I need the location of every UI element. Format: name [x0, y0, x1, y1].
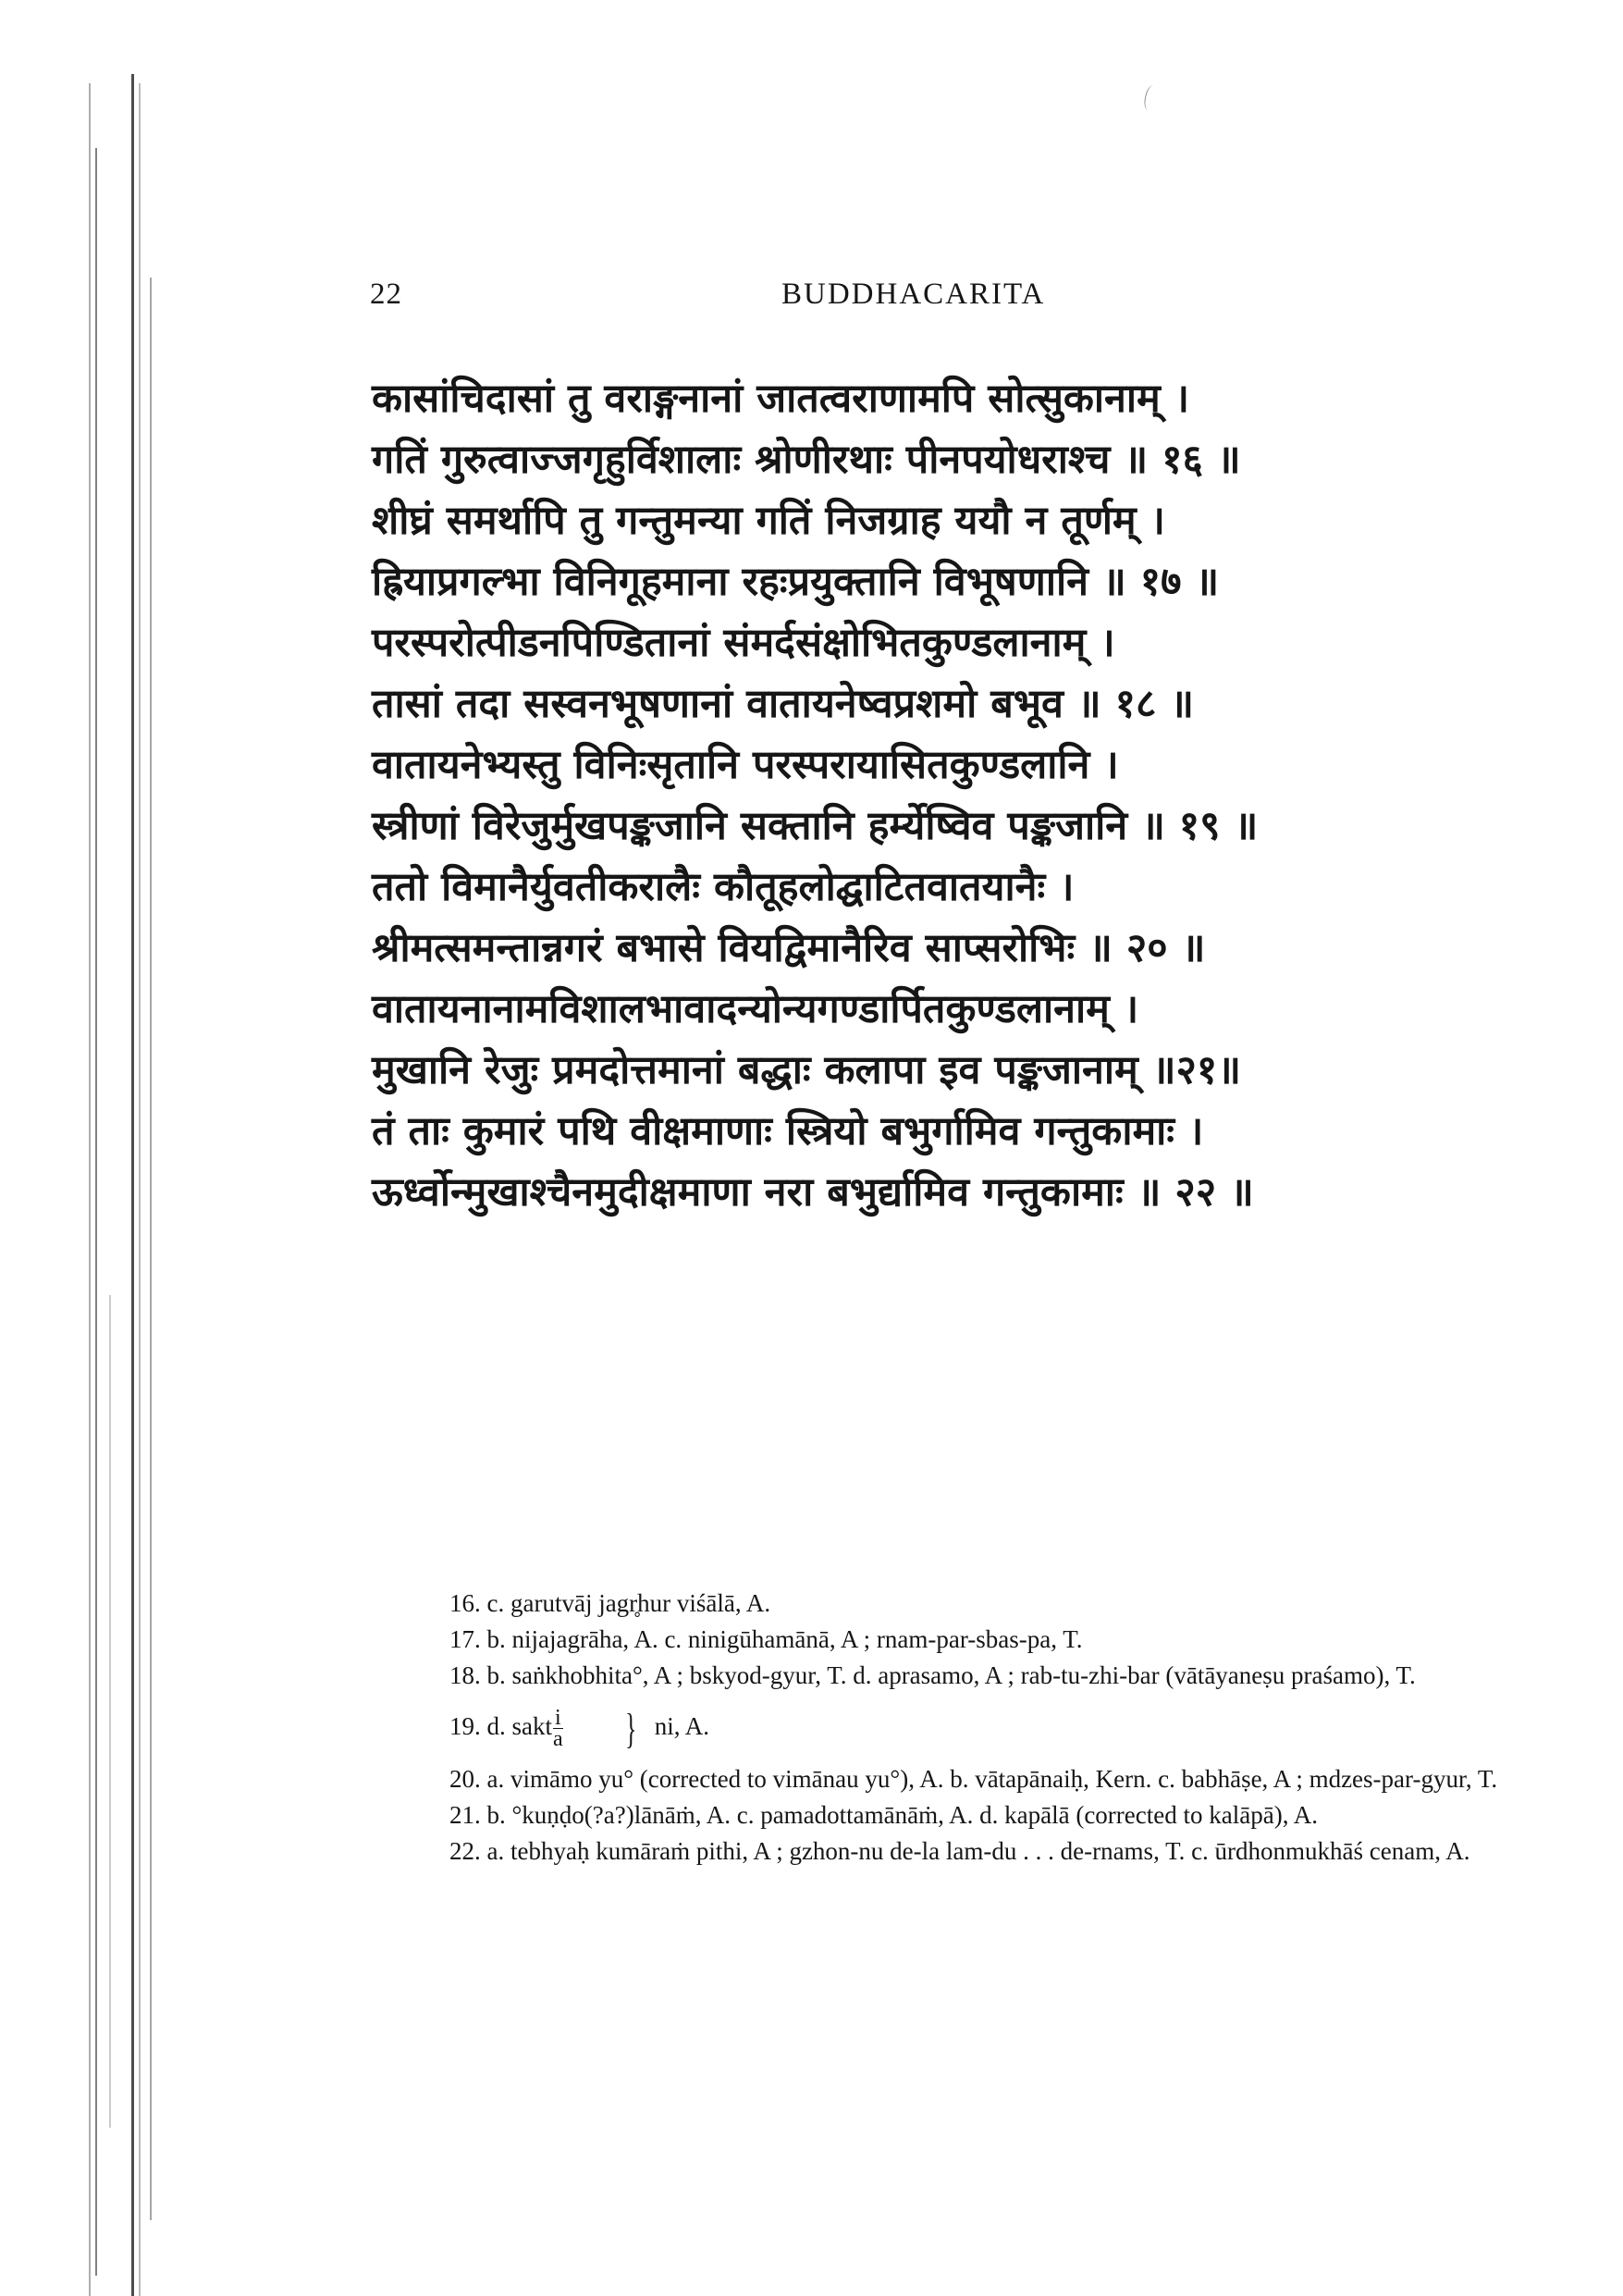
verse-line: कासांचिदासां तु वराङ्गनानां जातत्वराणामपि सोत्सुकानाम् ।	[372, 376, 1190, 422]
verse-line: मुखानि रेजुः प्रमदोत्तमानां बद्धाः कलापा इव पङ्कजानाम् ॥२१॥	[372, 1047, 1241, 1093]
verse-line: शीघ्रं समर्थापि तु गन्तुमन्या गतिं निजग्राह ययौ न तूर्णम् ।	[372, 498, 1165, 544]
verse-line: तासां तदा सस्वनभूषणानां वातायनेष्वप्रशमो बभूव ॥ १८ ॥	[372, 681, 1195, 727]
page-header	[370, 278, 1295, 315]
verse-line: ऊर्ध्वोन्मुखाश्चैनमुदीक्षमाणा नरा बभुर्द्यामिव गन्तुकामाः ॥ २२ ॥	[372, 1169, 1254, 1216]
binding-gutter-line	[89, 83, 91, 2296]
right-brace-glyph: }	[624, 1704, 636, 1752]
variant-bottom: a	[553, 1727, 563, 1752]
verse-line: परस्परोत्पीडनपिण्डितानां संमर्दसंक्षोभितकुण्डलानाम् ।	[372, 620, 1115, 666]
verse-block	[372, 368, 1544, 1223]
verse-line: गतिं गुरुत्वाज्जगृहुर्विशालाः श्रोणीरथाः पीनपयोधराश्च ॥ १६ ॥	[372, 437, 1241, 483]
variant-fraction	[553, 1706, 563, 1752]
verse-line: ततो विमानैर्युवतीकरालैः कौतूहलोद्घाटितवातयानैः ।	[372, 864, 1075, 910]
verse-line: स्त्रीणां विरेजुर्मुखपङ्कजानि सक्तानि हर्म्येष्विव पङ्कजानि ॥ १९ ॥	[372, 803, 1259, 849]
page-number: 22	[370, 278, 402, 311]
footnote-20: 20. a. vimāmo yu° (corrected to vimānau yu°), A. b. vātapānaiḥ, Kern. c. babhāṣe, A ; mdzes-par-gyur, T.	[449, 1764, 1498, 1793]
verse-line: वातायनानामविशालभावादन्योन्यगण्डार्पितकुण्डलानाम् ।	[372, 986, 1139, 1032]
binding-gutter-line	[150, 278, 152, 2220]
verse-line: तं ताः कुमारं पथि वीक्षमाणाः स्त्रियो बभुर्गामिव गन्तुकामाः ।	[372, 1108, 1204, 1154]
verse-line: ह्रियाप्रगल्भा विनिगूहमाना रहःप्रयुक्तानि विभूषणानि ॥ १७ ॥	[372, 559, 1220, 605]
binding-gutter-line	[95, 148, 97, 2276]
running-title: BUDDHACARITA	[781, 278, 1046, 311]
footnote-19	[372, 1694, 1544, 1761]
footnote-22: 22. a. tebhyaḥ kumāraṁ pithi, A ; gzhon-nu de-la lam-du . . . de-rnams, T. c. ūrdhonmukhāś cenam, A.	[449, 1836, 1470, 1865]
footnote-16: 16. c. garutvāj jagr̥hur viśālā, A.	[449, 1589, 771, 1617]
footnote-21: 21. b. °kuṇḍo(?a?)lānāṁ, A. c. pamadottamānāṁ, A. d. kapālā (corrected to kalāpā), A.	[449, 1800, 1318, 1829]
footnotes	[372, 1586, 1544, 1870]
footnote-18: 18. b. saṅkhobhita°, A ; bskyod-gyur, T. d. aprasamo, A ; rab-tu-zhi-bar (vātāyaneṣu praśamo), T.	[449, 1661, 1416, 1689]
stray-pencil-mark	[1142, 84, 1160, 112]
variant-top: i	[555, 1706, 561, 1731]
footnote-19-prefix: 19. d. sakt	[449, 1712, 552, 1740]
footnote-17: 17. b. nijajagrāha, A. c. ninigūhamānā, A ; rnam-par-sbas-pa, T.	[449, 1625, 1083, 1653]
binding-gutter-line	[139, 83, 141, 2296]
binding-gutter-line	[131, 74, 134, 2296]
footnote-19-suffix: ni, A.	[654, 1712, 710, 1740]
binding-gutter-line	[109, 1295, 111, 2128]
verse-line: श्रीमत्समन्तान्नगरं बभासे वियद्विमानैरिव साप्सरोभिः ॥ २० ॥	[372, 925, 1206, 971]
verse-line: वातायनेभ्यस्तु विनिःसृतानि परस्परायासितकुण्डलानि ।	[372, 742, 1119, 788]
